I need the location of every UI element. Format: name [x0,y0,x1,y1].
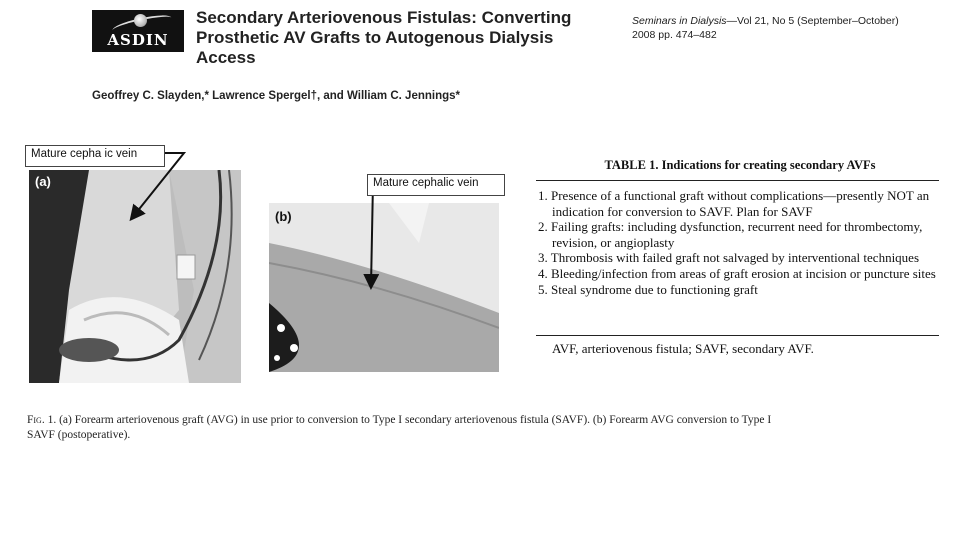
table-indications-list [538,188,943,297]
table-item: 2. Failing grafts: including dysfunction, recurrent need for thrombectomy, revision, or angioplasty [538,219,923,250]
caption-text: (a) Forearm arteriovenous graft (AVG) in use prior to conversion to Type I secondary arteriovenous fistula (SAVF). (b) Forearm AVG conversion to Type I SAVF (postoperative). [27,414,772,441]
table-footnote: AVF, arteriovenous fistula; SAVF, secondary AVF. [552,341,814,356]
table-item: 5. Steal syndrome due to functioning graft [538,281,758,297]
journal-volume: —Vol 21, No 5 (September–October) [726,15,899,27]
journal-name: Seminars in Dialysis [632,15,727,27]
table-item: 4. Bleeding/infection from areas of graft erosion at incision or puncture sites [538,265,936,281]
caption-figure-label: Fig. 1. [27,414,57,426]
journal-pages: 2008 pp. 474–482 [632,29,717,41]
table-title: TABLE 1. Indications for creating secondary AVFs [604,158,876,172]
table-item: 1. Presence of a functional graft without complications—presently NOT an indication for conversion to SAVF. Plan for SAVF [538,188,930,219]
logo-text: ASDIN [107,31,169,49]
authors: Geoffrey C. Slayden,* Lawrence Spergel†, and William C. Jennings* [92,90,461,102]
panel-a-label: (a) [35,174,51,189]
figure-caption [27,413,797,443]
callout-a-label: Mature cepha ic vein [25,145,165,167]
callout-b-label: Mature cephalic vein [367,174,505,196]
article-title: Secondary Arteriovenous Fistulas: Converting Prosthetic AV Grafts to Autogenous Dialysis Access [196,8,572,67]
table-item: 3. Thrombosis with failed graft not salvaged by interventional techniques [538,250,920,266]
callout-b-arrow [368,182,373,286]
panel-b-label: (b) [275,209,292,224]
table-top-rule [536,180,939,181]
table-bottom-rule [536,335,939,336]
